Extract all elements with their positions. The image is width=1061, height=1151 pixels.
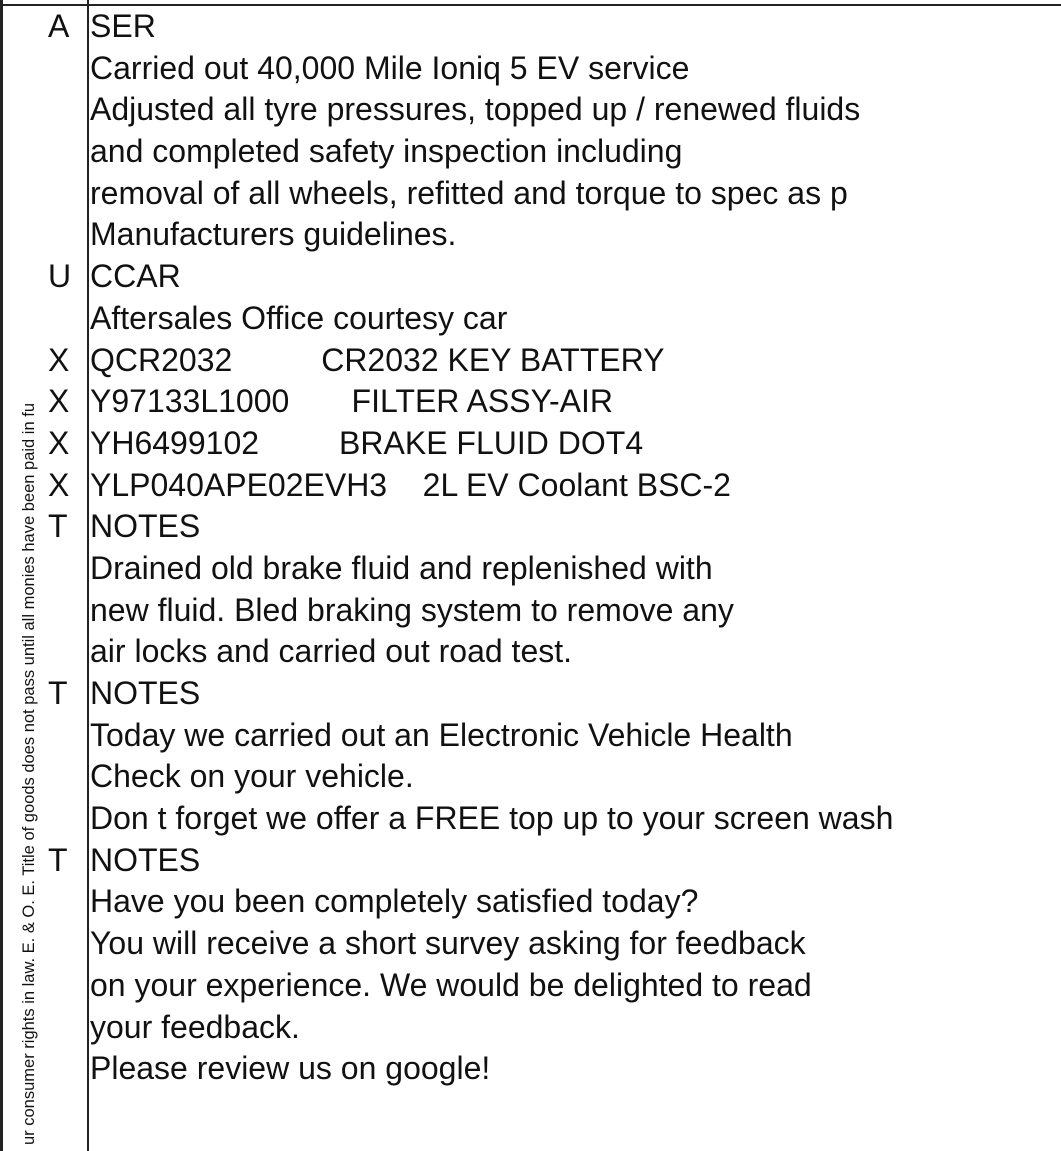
line-item <box>0 798 1061 840</box>
line-item <box>0 340 1061 382</box>
line-text: Today we carried out an Electronic Vehicle Health <box>90 716 793 753</box>
vertical-terms-note: ur consumer rights in law. E. & O. E. Title of goods does not pass until all monies have been paid in fu <box>20 403 38 1145</box>
line-text: YLP040APE02EVH3 2L EV Coolant BSC-2 <box>90 466 731 503</box>
line-text: Adjusted all tyre pressures, topped up / renewed fluids <box>90 91 861 128</box>
line-code: T <box>48 508 68 545</box>
line-item <box>0 1007 1061 1049</box>
line-text: Don t forget we offer a FREE top up to your screen wash <box>90 800 894 837</box>
line-item <box>0 214 1061 256</box>
line-item <box>0 465 1061 507</box>
line-text: Manufacturers guidelines. <box>90 216 457 253</box>
line-code: X <box>48 341 70 378</box>
line-text: Carried out 40,000 Mile Ioniq 5 EV service <box>90 49 690 86</box>
line-item <box>0 1048 1061 1090</box>
line-text: NOTES <box>90 675 201 711</box>
line-item <box>0 881 1061 923</box>
line-text: on your experience. We would be delighted to read <box>90 966 812 1003</box>
line-text: Drained old brake fluid and replenished with <box>90 549 713 586</box>
line-item <box>0 256 1061 298</box>
line-code: X <box>48 466 70 503</box>
line-text: new fluid. Bled braking system to remove any <box>90 591 734 628</box>
line-item <box>0 381 1061 423</box>
line-item <box>0 715 1061 757</box>
line-item <box>0 423 1061 465</box>
line-text: Have you been completely satisfied today? <box>90 883 699 920</box>
line-item <box>0 131 1061 173</box>
line-item <box>0 298 1061 340</box>
line-item <box>0 590 1061 632</box>
line-item <box>0 631 1061 673</box>
line-item <box>0 965 1061 1007</box>
line-item <box>0 89 1061 131</box>
line-code: T <box>48 841 68 878</box>
line-text: YH6499102 BRAKE FLUID DOT4 <box>90 424 644 461</box>
line-item <box>0 48 1061 90</box>
work-description-lines <box>0 6 1061 1090</box>
line-item <box>0 673 1061 715</box>
line-text: your feedback. <box>90 1008 300 1045</box>
line-text: and completed safety inspection including <box>90 133 683 170</box>
line-code: U <box>48 258 72 295</box>
line-item <box>0 548 1061 590</box>
line-text: Please review us on google! <box>90 1050 491 1087</box>
line-text: You will receive a short survey asking for feedback <box>90 925 806 962</box>
line-text: removal of all wheels, refitted and torque to spec as p <box>90 174 848 211</box>
line-text: air locks and carried out road test. <box>90 633 573 670</box>
line-text: Aftersales Office courtesy car <box>90 299 508 336</box>
line-text: SER <box>90 8 156 44</box>
line-item <box>0 840 1061 882</box>
line-text: Y97133L1000 FILTER ASSY-AIR <box>90 383 613 420</box>
line-item <box>0 923 1061 965</box>
line-item <box>0 6 1061 48</box>
line-text: NOTES <box>90 508 201 545</box>
line-text: Check on your vehicle. <box>90 758 414 795</box>
line-text: NOTES <box>90 841 201 878</box>
line-text: QCR2032 CR2032 KEY BATTERY <box>90 341 665 378</box>
line-item <box>0 506 1061 548</box>
line-item <box>0 173 1061 215</box>
line-text: CCAR <box>90 258 181 295</box>
line-code: A <box>48 8 70 44</box>
line-item <box>0 756 1061 798</box>
line-code: X <box>48 383 70 420</box>
line-code: X <box>48 424 70 461</box>
line-code: T <box>48 675 68 711</box>
